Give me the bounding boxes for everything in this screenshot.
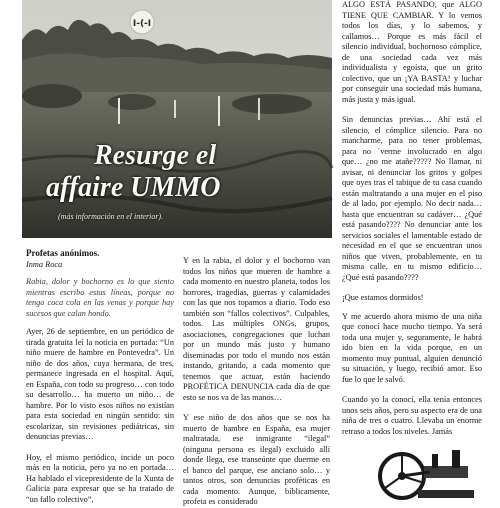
article-author: Inma Roca [26,259,63,269]
headline-subtitle: (más información en el interior). [58,212,164,221]
article-paragraph: Hoy, el mismo periódico, incide un poco más en la noticia, pero ya no en portada… Ha hablado el vicepresidente de la Xunta de Galicia para expresar que se ha tratado de “un fallo colectivo”, [26,452,174,504]
article-title: Profetas anónimos. [26,248,100,258]
article-paragraph: ALGO ESTÁ PASANDO, que ALGO TIENE QUE CAMBIAR. Y lo vemos todos los días, y lo sabemos, y callamos… Porque es más fácil el silencio individual, bochornoso cómplice, de una sociedad cada vez más individualista y egoísta, que un grito colectivo, que un ¡YA BASTA! y luchar por conseguir una sociedad más humana, más justa y más igual. [342,0,482,104]
article-column-middle [183,256,330,506]
article-intro: Rabia, dolor y bochorno es lo que siento mientras escribo estas líneas, porque no tengo coca cola en las venas y porque hay sucesos que calan hondo. [26,277,174,318]
article-paragraph: Sin denuncias previas… Ahí está el silencio, el cómplice silencio. Para no mancharme, para no tener problemas, para no ´verme involucrado en algo que… ¿no me atañe????? No llamar, ni avisar, ni denunciar los gritos y golpes que oyes tras el tabique de tu casa cuando están maltratando a una mujer en el piso de al lado, por ejemplo. No decir nada… hasta que encuentran su cadáver… ¿Qué está pasando???? No denunciar ante los servicios sociales el lamentable estado de necesidad en el que se encuentran unos niños que viven, probablemente, en tu misma calle, en tu mismo edificio… ¿Qué está pasando???? [342,115,482,282]
article-paragraph: Cuando yo la conocí, ella tenía entonces unos seis años, pero su aspecto era de una niña de tres o cuatro. Llevaba un enorme retraso a todos los niveles. Jamás [342,395,482,436]
article-paragraph: Y ese niño de dos años que se nos ha muerto de hambre en España, esa mujer maltratada, ese inmigrante “ilegal” (ninguna persona es ilegal) excluido allí donde llega, ese transeúnte que duerme en el banco del parque, ese anciano solo… y tantos otros, son denuncias proféticas en cada momento. Aunque, bíblicamente, profeta es considerado [183,413,330,506]
article-column-left [26,248,174,504]
headline-line-2: affaire UMMO [46,172,221,203]
article-column-right [342,0,482,500]
headline-line-1: Resurge el [94,140,217,171]
ummo-symbol: I-(-I [132,19,152,29]
steam-engine-illustration [372,440,478,500]
article-paragraph: ¡Que estamos dormidos! [342,293,424,302]
article-paragraph: Ayer, 26 de septiembre, en un periódico de tirada gratuita leí la noticia en portada: “Un niño muere de hambre en Pontevedra”. Un niño de dos años, cuya hermana, de tres, permanece ingresada en el hospital. Aquí, en España, con todo su progreso… con todo su desarrollo… ha muerto un niño… de hambre. Por lo visto esos niños no existían para esta sociedad en ningún sentido: sin escolarizar, sin revisiones pediátricas, sin denuncias previas… [26,327,174,441]
cover-headline [18,140,318,204]
article-paragraph: Y en la rabia, el dolor y el bochorno van todos los niños que mueren de hambre a cada momento en nuestro planeta, todos los horrores, tragedias, guerras y calamidades con las que nos topamos a diario. Todo eso también son “fallos colectivos”. Culpables, todos. Las múltiples ONGs, grupos, asociaciones, congregaciones que luchan por un mundo más justo y humano diseminadas por todo el mundo nos están instando, gritando, a cada momento que tenemos que actuar, están haciendo PROFÉTICA DENUNCIA cada día de que esto se nos va de las manos… [183,256,330,402]
article-paragraph: Y me acuerdo ahora mismo de una niña que conocí hace mucho tiempo. Ya será toda una mujer y, seguramente, le habrá ido bien en la vida porque, en un momento muy puntual, alguien denunció su situación, y luego, recibió amor. Eso fue lo que le salvó. [342,311,482,384]
engine-drawing [372,440,478,500]
